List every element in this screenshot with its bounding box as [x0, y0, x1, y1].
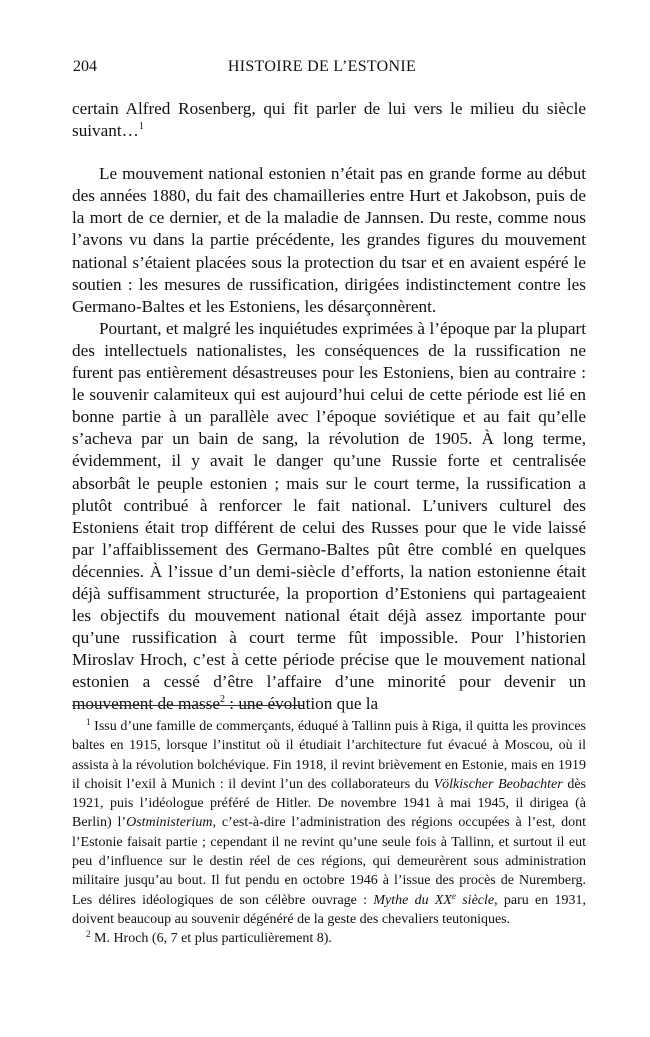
- footnote-italic: siècle: [455, 892, 495, 908]
- century-superscript: e: [451, 890, 456, 901]
- paragraph-text-tail: : une évolution que la: [224, 694, 379, 714]
- footnote-text: dès 1921, puis l’idéologue préféré de Hitler. De novembre 1941 à mai 1945, il dirigea (à Berlin) l’: [72, 776, 587, 831]
- paragraph-text: Pourtant, et malgré les inquiétudes exprimées à l’époque par la plupart des intellectuels nationalistes, les conséquences de la russification ne furent pas entièrement désastreuses pour les Estoniens, bien au contraire : le souvenir calamiteux qui est aujourd’hui celui de cette période est lié en bonne partie à un parallèle avec l’époque soviétique et au fait qu’elle s’acheva par un bain de sang, la révolution de 1905. À long terme, évidemment, il y avait le danger qu’une Russie forte et centralisée absorbât le peuple estonien ; mais sur le court terme, la russification a plutôt contribué à renforcer le fait national. L’univers culturel des Estoniens était trop différent de celui des Russes pour que le vide laissé par l’affaiblissement des Germano-Baltes pût être comblé en quelques décennies. À l’issue d’un demi-siècle d’efforts, la nation estonienne était déjà suffisamment structurée, la proportion d’Estoniens qui partageaient les objectifs du mouvement national était déjà assez importante pour qu’une russification à court terme fût impossible. Pour l’historien Miroslav Hroch, c’est à cette période précise que le mouvement national estonien a cessé d’être l’affaire d’une minorité pour devenir un mouvement de masse: [72, 318, 586, 714]
- footnote-italic: Ostministerium: [126, 815, 213, 831]
- book-title: [373, 890, 495, 908]
- footnote-1: [72, 717, 586, 929]
- footnote-italic: Mythe du XX: [373, 892, 452, 908]
- footnote-ref-1[interactable]: 1: [138, 121, 144, 133]
- paragraph: Le mouvement national estonien n’était pas en grande forme au début des années 1880, du fait des chamailleries entre Hurt et Jakobson, puis de la mort de ce dernier, et de la maladie de Jannsen. Du reste, comme nous l’avons vu dans la partie précédente, les grandes figures du mouvement national s’étaient placées sous la protection du tsar et en avaient espéré le soutien : les mesures de russification, dirigées indistinctement contre les Germano-Baltes et les Estoniens, les désarçonnèrent.: [72, 164, 586, 316]
- footnote-marker: 1: [86, 717, 91, 727]
- footnote-text: , c’est-à-dire l’administration des régions occupées à l’est, dont l’Estonie faisait partie ; cependant il ne revint qu’une seule fois à Tallinn, et surtout il eut peu d’influence sur le destin réel de ces régions, qui demeurèrent sous administration militaire jusqu’au bout. Il fut pendu en octobre 1946 à l’issue des procès de Nuremberg. Les délires idéologiques de son célèbre ouvrage :: [72, 815, 586, 908]
- footnote-separator: [72, 705, 303, 706]
- footnote-marker: 2: [86, 929, 91, 940]
- footnote-italic: Völkischer Beobachter: [433, 776, 563, 792]
- footnote-text: Issu d’une famille de commerçants, éduqué à Tallinn puis à Riga, il quitta les provinces baltes en 1915, lorsque l’institut où il étudiait l’architecture fut évacué à Moscou, où il assista à la révolution bolchévique. Fin 1918, il revint brièvement en Estonie, mais en 1919 il choisit l’exil à Munich : il devint l’un des collaborateurs du: [72, 719, 586, 792]
- running-header: [66, 58, 578, 80]
- footnotes: [72, 717, 586, 949]
- footnote-ref-2[interactable]: 2: [219, 694, 225, 706]
- main-text: [72, 98, 586, 716]
- footnote-2: [72, 929, 586, 948]
- running-title: HISTOIRE DE L’ESTONIE: [227, 58, 417, 75]
- paragraph-continuation: [72, 98, 586, 142]
- footnote-text: , paru en 1931, doivent beaucoup au souvenir dégénéré de la geste des chevaliers teutoniques.: [72, 892, 587, 927]
- paragraph-text: certain Alfred Rosenberg, qui fit parler de lui vers le milieu du siècle suivant…: [72, 99, 586, 141]
- footnote-text: M. Hroch (6, 7 et plus particulièrement 8).: [94, 931, 332, 947]
- page-number: 204: [73, 58, 97, 75]
- paragraph: [72, 318, 586, 716]
